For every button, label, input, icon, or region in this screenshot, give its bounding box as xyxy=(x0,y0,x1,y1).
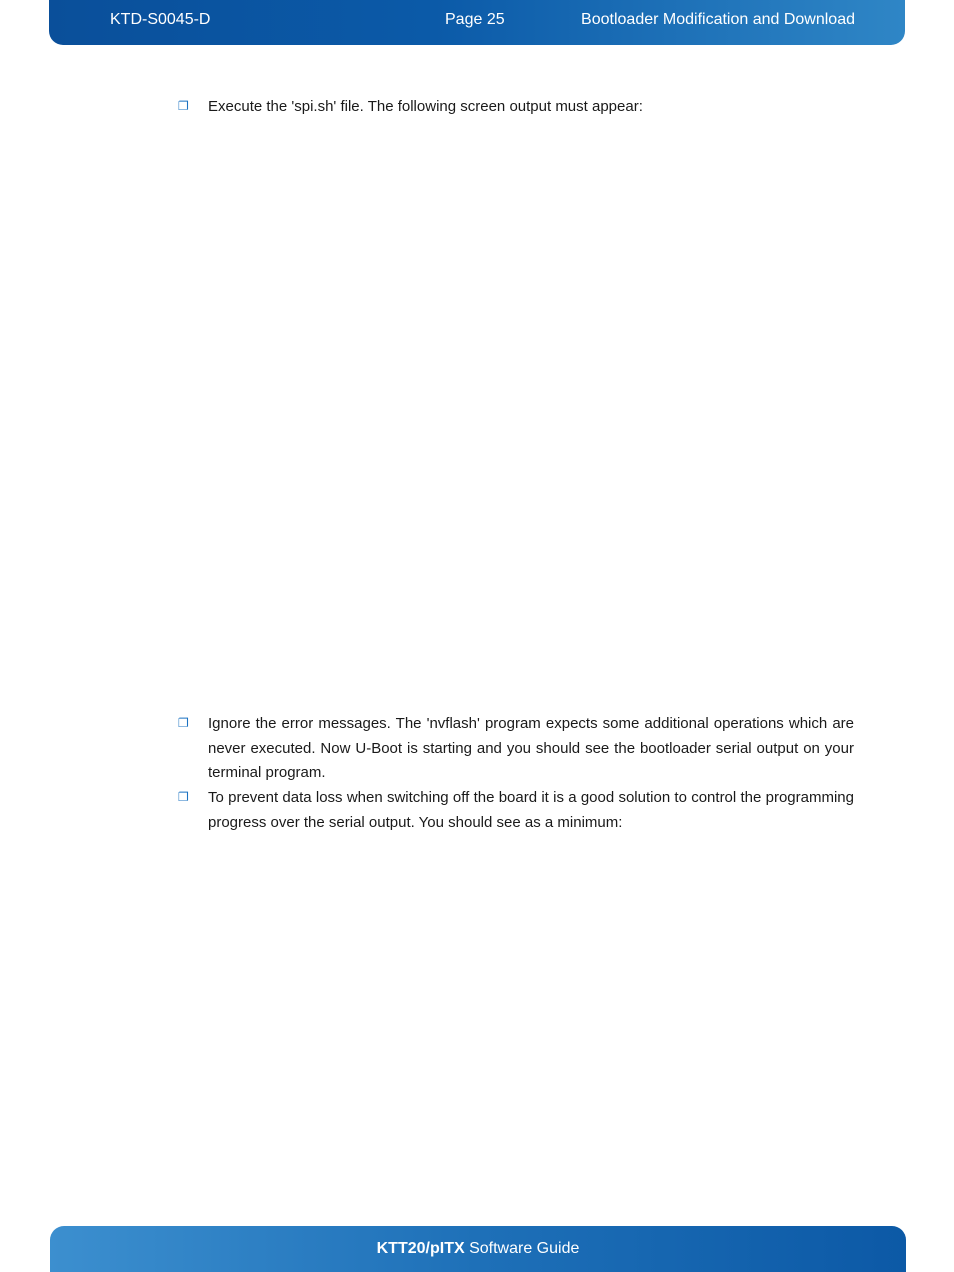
checkbox-bullet-icon: ❐ xyxy=(178,716,189,730)
document-id: KTD-S0045-D xyxy=(110,11,211,28)
page-number: Page 25 xyxy=(445,11,505,28)
bullet-item xyxy=(178,712,854,786)
product-name: KTT20/pITX xyxy=(376,1240,465,1257)
page-footer xyxy=(50,1226,906,1272)
bullet-text: Execute the 'spi.sh' file. The following screen output must appear: xyxy=(208,98,643,115)
section-title: Bootloader Modification and Download xyxy=(581,11,855,28)
checkbox-bullet-icon: ❐ xyxy=(178,790,189,804)
checkbox-bullet-icon: ❐ xyxy=(178,99,189,113)
bullet-text: Ignore the error messages. The 'nvflash' program expects some additional operations which are never executed. Now U-Boot is starting and you should see the bootloader serial output on your terminal program. xyxy=(208,715,854,781)
bullet-text: To prevent data loss when switching off the board it is a good solution to control the programming progress over the serial output. You should see as a minimum: xyxy=(208,789,854,831)
bullet-item xyxy=(178,786,854,835)
guide-title: Software Guide xyxy=(469,1240,580,1257)
bullet-item xyxy=(178,95,854,120)
page-header xyxy=(49,0,905,45)
